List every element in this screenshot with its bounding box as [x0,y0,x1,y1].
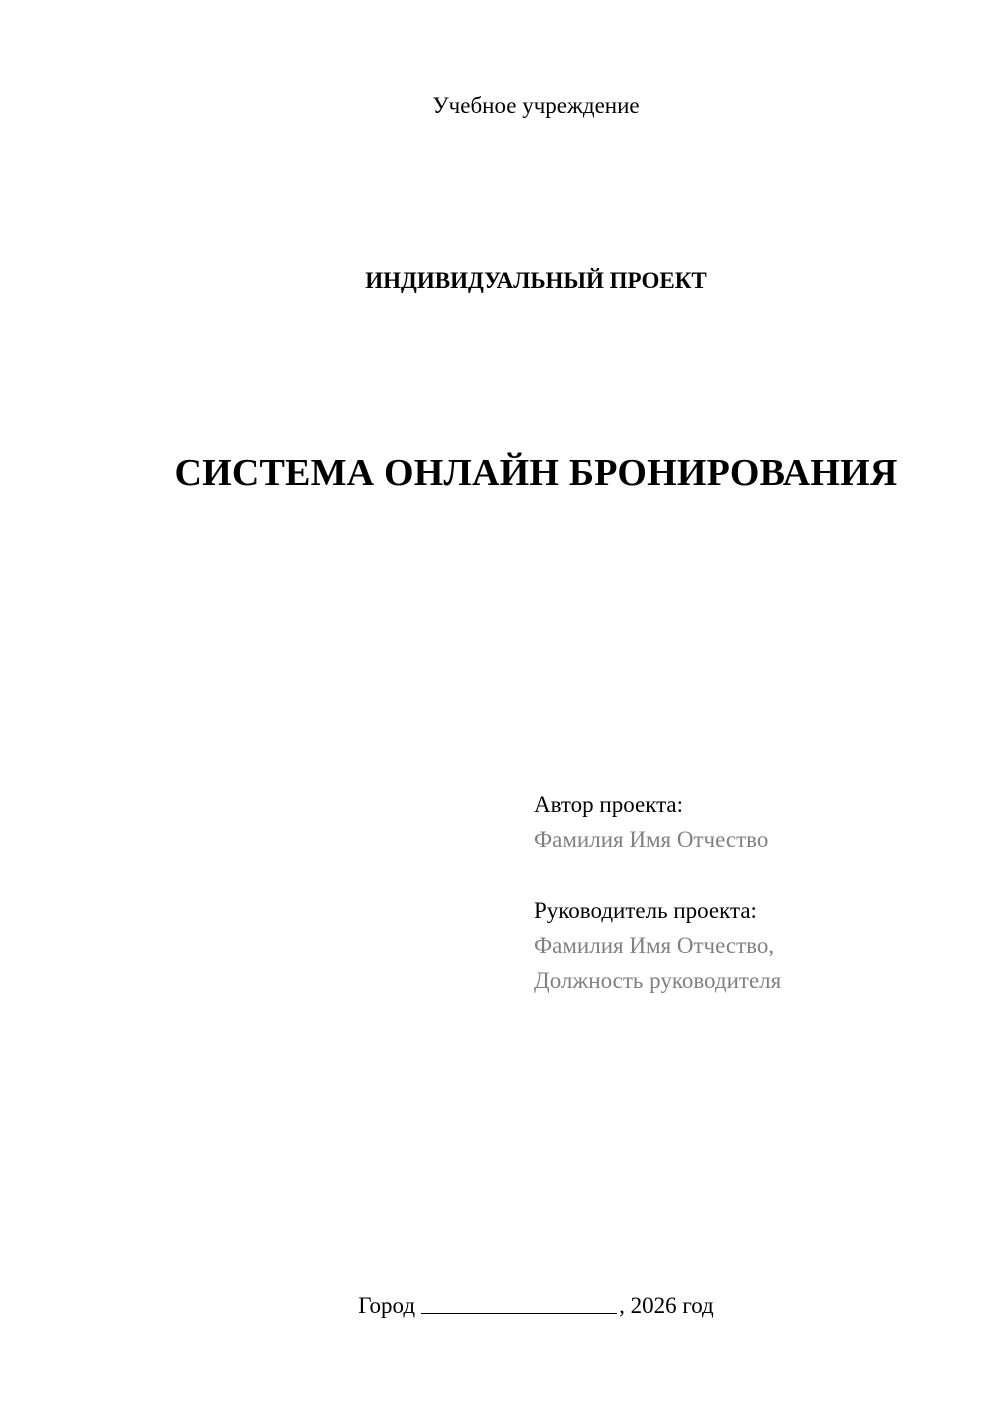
supervisor-position: Должность руководителя [534,968,782,993]
institution-name: Учебное учреждение [432,93,640,118]
project-people-block [534,787,954,998]
year-text: , 2026 год [619,1293,714,1318]
author-label: Автор проекта: [534,792,683,817]
project-title: СИСТЕМА ОНЛАЙН БРОНИРОВАНИЯ [174,452,898,494]
spacer [534,857,954,893]
city-year-line [0,1290,1000,1320]
supervisor-label: Руководитель проекта: [534,898,757,923]
city-blank-underline [421,1291,617,1314]
supervisor-name: Фамилия Имя Отчество, [534,933,775,958]
author-name: Фамилия Имя Отчество [534,827,769,852]
document-type-heading: ИНДИВИДУАЛЬНЫЙ ПРОЕКТ [365,268,707,293]
city-label: Город [358,1293,416,1318]
